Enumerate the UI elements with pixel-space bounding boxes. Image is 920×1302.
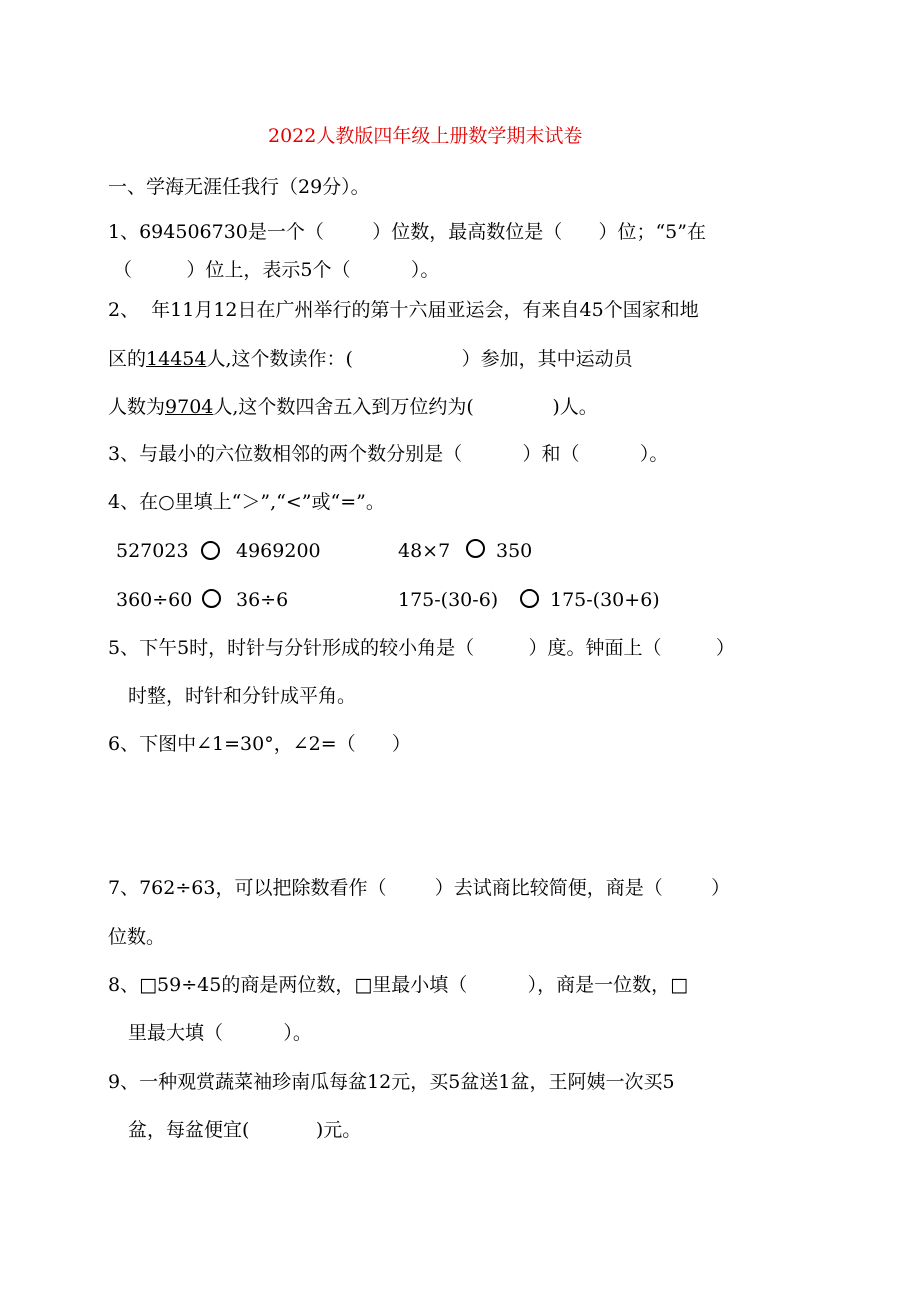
compare-circle[interactable] (520, 589, 539, 608)
question-9-line-1: 9、一种观赏蔬菜袖珍南瓜每盆12元，买5盆送1盆，王阿姨一次买5 (108, 1071, 675, 1093)
compare-left-expr: 175-(30-6) (398, 589, 499, 611)
underlined-number: 14454 (146, 348, 207, 370)
page-title: 2022人教版四年级上册数学期末试卷 (268, 125, 583, 147)
compare-left-expr: 48×7 (398, 540, 451, 562)
question-1-line-1: 1、694506730是一个（ ）位数，最高数位是（ ）位；“5”在 (108, 221, 706, 243)
underlined-number: 9704 (165, 396, 214, 418)
question-8-line-2: 里最大填（ ）。 (128, 1022, 312, 1044)
question-5-line-2: 时整，时针和分针成平角。 (128, 685, 357, 707)
question-8-line-1: 8、□59÷45的商是两位数，□里最小填（ ），商是一位数，□ (108, 974, 689, 996)
question-1-line-2: （ ）位上，表示5个（ ）。 (113, 259, 440, 281)
question-5-line-1: 5、下午5时，时针与分针形成的较小角是（ ）度。钟面上（ ） (108, 637, 735, 659)
question-3: 3、与最小的六位数相邻的两个数分别是（ ）和（ ）。 (108, 443, 669, 465)
compare-circle[interactable] (201, 541, 220, 560)
compare-right-expr: 36÷6 (236, 589, 289, 611)
compare-circle[interactable] (466, 539, 485, 558)
question-2-line-3 (108, 395, 598, 419)
compare-right-expr: 4969200 (236, 540, 321, 562)
compare-left-expr: 527023 (116, 540, 189, 562)
question-2-text: 区的 (108, 348, 147, 370)
compare-right-expr: 350 (496, 540, 533, 562)
question-7-line-2: 位数。 (108, 926, 166, 948)
question-7-line-1: 7、762÷63，可以把除数看作（ ）去试商比较简便，商是（ ） (108, 877, 731, 899)
question-4-stem: 4、在○里填上“＞”,“<”或“=”。 (108, 491, 385, 513)
question-2-text: 人,这个数读作：( ）参加，其中运动员 (206, 348, 633, 370)
question-2-text: 人,这个数四舍五入到万位约为( )人。 (213, 396, 598, 418)
question-2-text: 人数为 (108, 396, 166, 418)
compare-circle[interactable] (202, 589, 221, 608)
question-2-line-2 (108, 347, 633, 371)
section-heading: 一、学海无涯任我行（29分）。 (108, 176, 370, 198)
question-2-line-1: 2、 年11月12日在广州举行的第十六届亚运会，有来自45个国家和地 (108, 299, 699, 321)
question-9-line-2: 盆，每盆便宜( )元。 (128, 1119, 362, 1141)
compare-right-expr: 175-(30+6) (550, 589, 660, 611)
compare-left-expr: 360÷60 (116, 589, 193, 611)
question-6: 6、下图中∠1=30°，∠2=（ ） (108, 733, 411, 755)
